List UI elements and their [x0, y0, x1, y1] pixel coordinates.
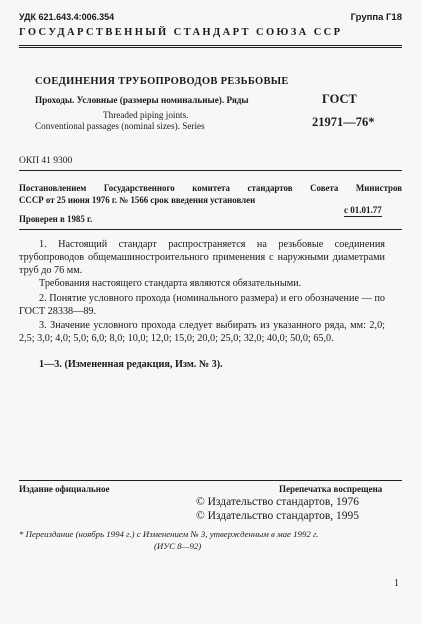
- amendment-note: 1—3. (Измененная редакция, Изм. № 3).: [39, 359, 223, 370]
- page-number: 1: [394, 578, 399, 589]
- subtitle-ru: Проходы. Условные (размеры номинальные). Ряды: [35, 95, 249, 105]
- reissue-note-ius: (ИУС 8—92): [154, 541, 202, 551]
- group-label: Группа Г18: [350, 12, 402, 23]
- subtitle-en-1: Threaded piping joints.: [103, 110, 189, 120]
- okp-code: ОКП 41 9300: [19, 156, 73, 166]
- footer-rule: [19, 480, 402, 481]
- okp-rule: [19, 170, 402, 171]
- paragraph-4: 3. Значение условного прохода следует выбирать из указанного ряда, мм: 2,0; 2,5; 3,0; 4,0; 5,0; 6,0; 8,0; 10,0; 12,0; 15,0; 20,0; 25,0; 32,0; 40,0; 50,0; 65,0.: [19, 320, 385, 344]
- gost-number: 21971—76*: [312, 115, 375, 129]
- checked-year: Проверен в 1985 г.: [19, 214, 93, 224]
- copyright-1976: © Издательство стандартов, 1976: [196, 496, 360, 508]
- reprint-prohibited: Перепечатка воспрещена: [279, 484, 383, 494]
- gost-label: ГОСТ: [322, 92, 357, 106]
- header-rule: [19, 45, 402, 46]
- official-edition: Издание официальное: [19, 484, 110, 494]
- subtitle-en-2: Conventional passages (nominal sizes). Series: [35, 121, 205, 131]
- decree-line-1: Постановлением Государственного комитета стандартов Совета Министров: [19, 183, 402, 193]
- reissue-note: * Переиздание (ноябрь 1994 г.) с Изменением № 3, утвержденным в мае 1992 г.: [19, 529, 319, 539]
- decree-rule: [19, 229, 402, 230]
- paragraph-3: 2. Понятие условного прохода (номинального размера) и его обозначение — по ГОСТ 28338—89.: [19, 293, 385, 317]
- paragraph-1: 1. Настоящий стандарт распространяется на резьбовые соединения трубопроводов общемашиностроительного применения с наружными диаметрами труб до 76 мм.: [19, 239, 385, 276]
- standard-title: ГОСУДАРСТВЕННЫЙ СТАНДАРТ СОЮЗА ССР: [19, 27, 343, 38]
- effective-date: с 01.01.77: [344, 205, 382, 215]
- decree-line-2: СССР от 25 июня 1976 г. № 1566 срок введения установлен: [19, 195, 256, 205]
- document-title: СОЕДИНЕНИЯ ТРУБОПРОВОДОВ РЕЗЬБОВЫЕ: [35, 76, 289, 87]
- paragraph-2: Требования настоящего стандарта являются обязательными.: [39, 278, 302, 289]
- copyright-1995: © Издательство стандартов, 1995: [196, 510, 360, 522]
- header-rule-2: [19, 47, 402, 48]
- udk-code: УДК 621.643.4:006.354: [19, 12, 115, 22]
